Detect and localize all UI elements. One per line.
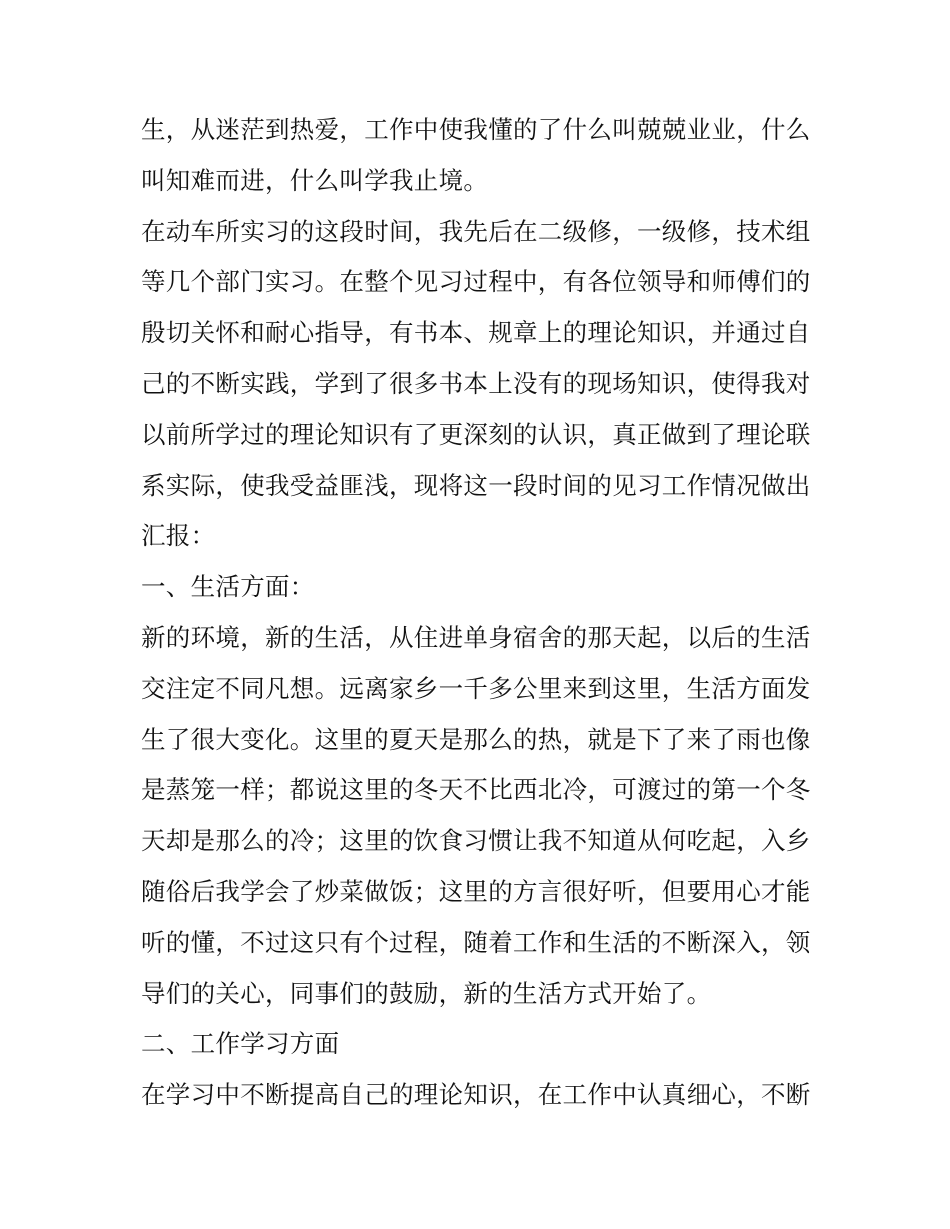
text-line: 系实际，使我受益匪浅，现将这一段时间的见习工作情况做出 [141, 470, 811, 500]
text-line: 汇报： [141, 521, 216, 551]
text-line: 随俗后我学会了炒菜做饭；这里的方言很好听，但要用心才能 [141, 876, 811, 906]
text-line: 生了很大变化。这里的夏天是那么的热，就是下了来了雨也像 [141, 724, 811, 754]
text-line: 交注定不同凡想。远离家乡一千多公里来到这里，生活方面发 [141, 673, 811, 703]
text-line: 导们的关心，同事们的鼓励，新的生活方式开始了。 [141, 978, 712, 1008]
text-line: 是蒸笼一样；都说这里的冬天不比西北冷，可渡过的第一个冬 [141, 775, 811, 805]
body-text [141, 105, 821, 1121]
text-line: 己的不断实践，学到了很多书本上没有的现场知识，使得我对 [141, 368, 811, 398]
text-line: 生，从迷茫到热爱，工作中使我懂的了什么叫兢兢业业，什么 [141, 115, 811, 144]
text-line: 叫知难而进，什么叫学我止境。 [141, 165, 489, 195]
text-line: 新的环境，新的生活，从住进单身宿舍的那天起，以后的生活 [141, 622, 811, 652]
text-line: 以前所学过的理论知识有了更深刻的认识，真正做到了理论联 [141, 419, 811, 449]
text-line: 等几个部门实习。在整个见习过程中，有各位领导和师傅们的 [141, 267, 811, 297]
text-line: 在学习中不断提高自己的理论知识，在工作中认真细心，不断 [141, 1080, 811, 1110]
text-line: 在动车所实习的这段时间，我先后在二级修，一级修，技术组 [141, 216, 811, 246]
text-line: 天却是那么的冷；这里的饮食习惯让我不知道从何吃起，入乡 [141, 826, 811, 856]
section-heading-work-study: 二、工作学习方面 [141, 1029, 340, 1059]
text-line: 听的懂，不过这只有个过程，随着工作和生活的不断深入，领 [141, 927, 811, 957]
section-heading-life: 一、生活方面： [141, 572, 315, 602]
text-line: 殷切关怀和耐心指导，有书本、规章上的理论知识，并通过自 [141, 318, 811, 348]
